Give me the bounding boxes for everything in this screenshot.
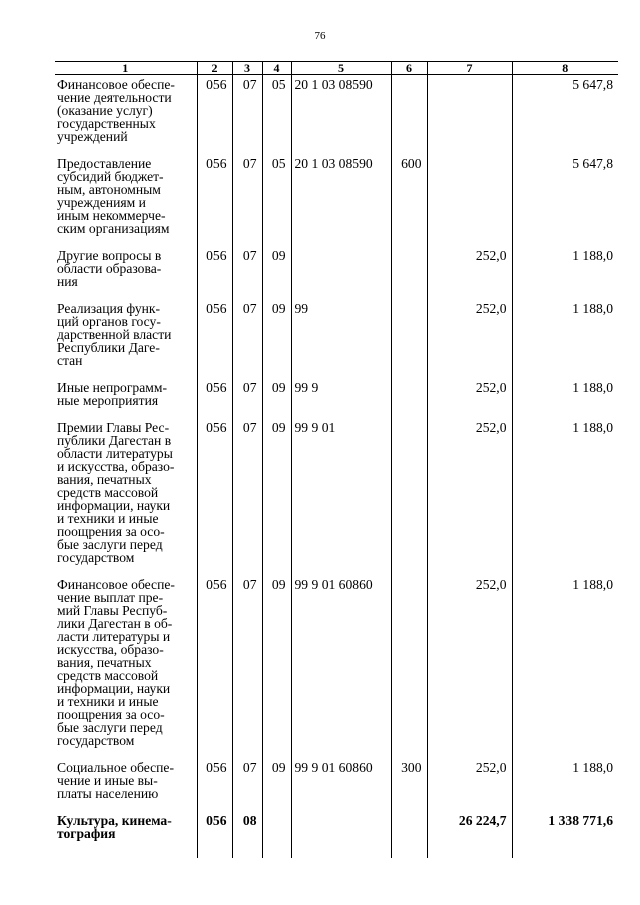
amount-col7-cell: 252,0 [427,575,512,758]
section-code-cell: 08 [232,811,262,858]
admin-code-cell: 056 [197,75,232,155]
expense-type-cell [391,299,427,378]
admin-code-cell: 056 [197,418,232,575]
subsection-code-cell: 09 [262,758,291,811]
target-article-cell: 99 9 01 60860 [291,575,391,758]
amount-col8-cell: 1 188,0 [512,575,618,758]
amount-col7-cell: 252,0 [427,758,512,811]
target-article-cell: 20 1 03 08590 [291,154,391,246]
section-code-cell: 07 [232,418,262,575]
expense-type-cell [391,811,427,858]
row-name-cell: Иные непрограмм- ные мероприятия [55,378,197,418]
subsection-code-cell: 05 [262,154,291,246]
amount-col7-cell: 26 224,7 [427,811,512,858]
section-code-cell: 07 [232,575,262,758]
subsection-code-cell: 09 [262,575,291,758]
row-name-cell: Предоставление субсидий бюджет- ным, автономным учреждениям и иным некоммерче- ским организациям [55,154,197,246]
row-name-cell: Финансовое обеспе- чение выплат пре- мий Главы Респуб- лики Дагестан в об- ласти литературы и искусства, образо- вания, печатных средств массовой информации, науки и техники и иные поощрения за осо- бые заслуги перед государством [55,575,197,758]
column-header-1: 1 [55,62,197,75]
row-name-cell: Реализация функ- ций органов госу- дарственной власти Республики Даге- стан [55,299,197,378]
section-code-cell: 07 [232,154,262,246]
budget-table [55,61,618,858]
admin-code-cell: 056 [197,154,232,246]
expense-type-cell [391,575,427,758]
amount-col7-cell: 252,0 [427,246,512,299]
expense-type-cell [391,75,427,155]
table-row [55,575,618,758]
table-row [55,758,618,811]
table-row [55,811,618,858]
amount-col8-cell: 1 188,0 [512,299,618,378]
row-name-cell: Другие вопросы в области образова- ния [55,246,197,299]
subsection-code-cell: 09 [262,299,291,378]
column-header-8: 8 [512,62,618,75]
amount-col8-cell: 1 338 771,6 [512,811,618,858]
section-code-cell: 07 [232,758,262,811]
expense-type-cell [391,246,427,299]
column-header-5: 5 [291,62,391,75]
amount-col8-cell: 5 647,8 [512,75,618,155]
admin-code-cell: 056 [197,246,232,299]
subsection-code-cell: 09 [262,246,291,299]
amount-col7-cell: 252,0 [427,418,512,575]
target-article-cell: 99 9 [291,378,391,418]
column-header-3: 3 [232,62,262,75]
amount-col8-cell: 1 188,0 [512,758,618,811]
row-name-cell: Финансовое обеспе- чение деятельности (оказание услуг) государственных учреждений [55,75,197,155]
admin-code-cell: 056 [197,299,232,378]
column-header-6: 6 [391,62,427,75]
subsection-code-cell: 09 [262,418,291,575]
admin-code-cell: 056 [197,811,232,858]
admin-code-cell: 056 [197,758,232,811]
amount-col7-cell [427,154,512,246]
subsection-code-cell: 05 [262,75,291,155]
expense-type-cell [391,418,427,575]
target-article-cell [291,811,391,858]
subsection-code-cell [262,811,291,858]
target-article-cell: 20 1 03 08590 [291,75,391,155]
table-row [55,299,618,378]
target-article-cell [291,246,391,299]
row-name-cell: Социальное обеспе- чение и иные вы- платы населению [55,758,197,811]
expense-type-cell: 600 [391,154,427,246]
header-row [55,62,618,75]
row-name-cell: Премии Главы Рес- публики Дагестан в области литературы и искусства, образо- вания, печатных средств массовой информации, науки и техники и иные поощрения за осо- бые заслуги перед государством [55,418,197,575]
table-row [55,75,618,155]
row-name-cell: Культура, кинема- тография [55,811,197,858]
target-article-cell: 99 9 01 [291,418,391,575]
amount-col8-cell: 1 188,0 [512,378,618,418]
table-row [55,246,618,299]
amount-col7-cell: 252,0 [427,299,512,378]
amount-col7-cell: 252,0 [427,378,512,418]
amount-col8-cell: 5 647,8 [512,154,618,246]
expense-type-cell [391,378,427,418]
amount-col8-cell: 1 188,0 [512,246,618,299]
expense-type-cell: 300 [391,758,427,811]
section-code-cell: 07 [232,75,262,155]
table-row [55,154,618,246]
target-article-cell: 99 9 01 60860 [291,758,391,811]
amount-col8-cell: 1 188,0 [512,418,618,575]
admin-code-cell: 056 [197,575,232,758]
column-header-4: 4 [262,62,291,75]
column-header-2: 2 [197,62,232,75]
table-row [55,418,618,575]
column-header-7: 7 [427,62,512,75]
amount-col7-cell [427,75,512,155]
target-article-cell: 99 [291,299,391,378]
subsection-code-cell: 09 [262,378,291,418]
admin-code-cell: 056 [197,378,232,418]
page-number: 76 [314,30,326,42]
section-code-cell: 07 [232,378,262,418]
table-row [55,378,618,418]
section-code-cell: 07 [232,299,262,378]
section-code-cell: 07 [232,246,262,299]
